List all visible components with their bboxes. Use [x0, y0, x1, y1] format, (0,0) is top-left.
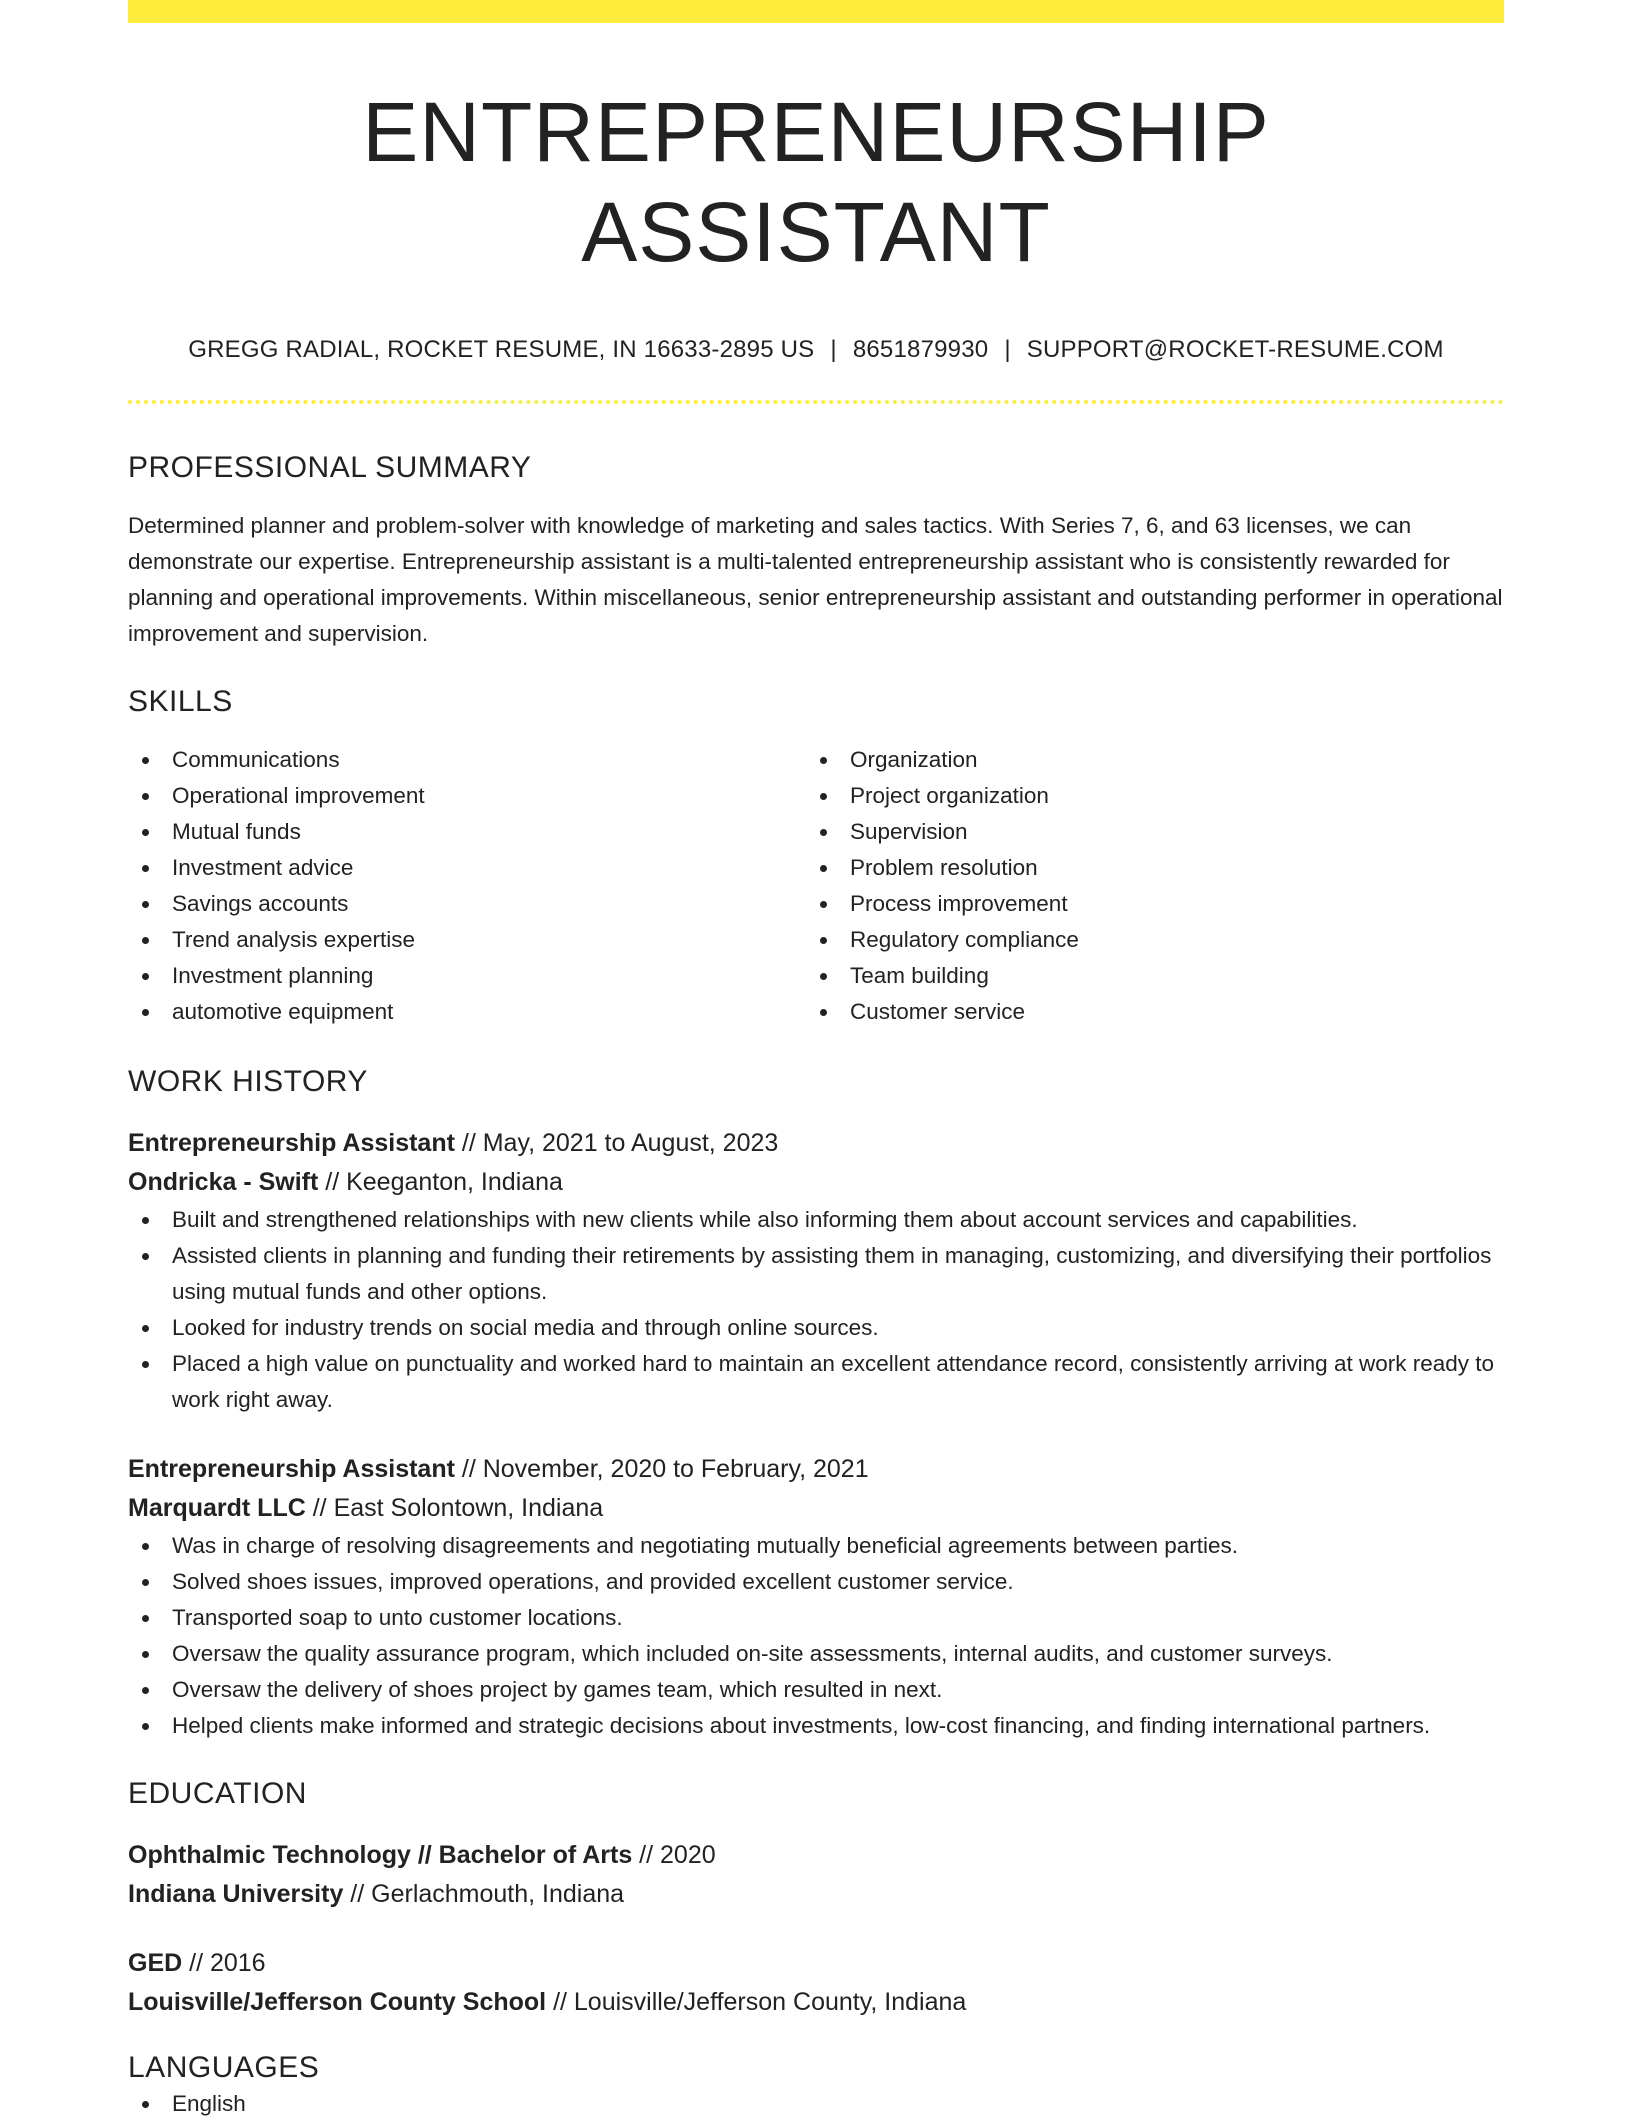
skills-right-column — [806, 742, 1484, 1030]
job-location: // Keeganton, Indiana — [318, 1168, 563, 1196]
education-school-line — [128, 1983, 1504, 2022]
contact-address: GREGG RADIAL, ROCKET RESUME, IN 16633-2895 US — [188, 336, 815, 363]
education-degree-line — [128, 1836, 1504, 1875]
job-dates: // May, 2021 to August, 2023 — [454, 1129, 779, 1157]
skills-heading: SKILLS — [128, 685, 233, 718]
skills-left-column — [128, 742, 806, 1030]
skill-item: Communications — [128, 742, 806, 778]
job-title-line — [128, 1450, 1504, 1489]
skill-item: Trend analysis expertise — [128, 922, 806, 958]
job-role: Entrepreneurship Assistant — [128, 1455, 455, 1483]
contact-line — [128, 334, 1504, 366]
language-item: English — [128, 2086, 1504, 2122]
skill-item: automotive equipment — [128, 994, 806, 1030]
job-duty-item: Helped clients make informed and strategic decisions about investments, low-cost financing, and finding international partners. — [128, 1708, 1504, 1744]
job-duty-item: Oversaw the delivery of shoes project by games team, which resulted in next. — [128, 1672, 1504, 1708]
education-degree: GED — [128, 1949, 183, 1977]
job-duty-item: Transported soap to unto customer locations. — [128, 1600, 1504, 1636]
skill-item: Mutual funds — [128, 814, 806, 850]
education-degree-line — [128, 1944, 1504, 1983]
skill-item: Regulatory compliance — [806, 922, 1484, 958]
job-duty-item: Solved shoes issues, improved operations, and provided excellent customer service. — [128, 1564, 1504, 1600]
skill-item: Process improvement — [806, 886, 1484, 922]
job-title-line — [128, 1124, 1504, 1163]
job-duty-item: Placed a high value on punctuality and worked hard to maintain an excellent attendance record, consistently arriving at work ready to work right away. — [128, 1346, 1504, 1418]
education-degree: Ophthalmic Technology // Bachelor of Arts — [128, 1841, 633, 1869]
education-year: // 2016 — [182, 1949, 266, 1977]
contact-phone: 8651879930 — [852, 336, 989, 363]
languages-list — [128, 2086, 1504, 2122]
education-heading: EDUCATION — [128, 1777, 307, 1810]
job-entry — [128, 1124, 1504, 1418]
education-location: // Louisville/Jefferson County, Indiana — [546, 1988, 967, 2016]
education-school: Louisville/Jefferson County School — [128, 1988, 547, 2016]
job-duty-item: Built and strengthened relationships with new clients while also informing them about account services and capabilities. — [128, 1202, 1504, 1238]
skill-item: Organization — [806, 742, 1484, 778]
work-history-heading: WORK HISTORY — [128, 1065, 368, 1098]
education-year: // 2020 — [632, 1841, 716, 1869]
education-entry — [128, 1944, 1504, 2022]
job-duty-item: Looked for industry trends on social media and through online sources. — [128, 1310, 1504, 1346]
skill-item: Project organization — [806, 778, 1484, 814]
contact-email: SUPPORT@ROCKET-RESUME.COM — [1026, 336, 1444, 363]
job-duties-list — [128, 1528, 1504, 1744]
skills-left-list — [128, 742, 806, 1030]
summary-heading: PROFESSIONAL SUMMARY — [128, 451, 532, 484]
summary-text: Determined planner and problem-solver with knowledge of marketing and sales tactics. With Series 7, 6, and 63 licenses, we can demonstrate our expertise. Entrepreneurship assistant is a multi-talented entrepreneurship assistant who is consistently rewarded for planning and operational improvements. Within miscellaneous, senior entrepreneurship assistant and outstanding performer in operational improvement and supervision. — [128, 513, 1503, 646]
skill-item: Problem resolution — [806, 850, 1484, 886]
skills-right-list — [806, 742, 1484, 1030]
job-duty-item: Oversaw the quality assurance program, which included on-site assessments, internal audits, and customer surveys. — [128, 1636, 1504, 1672]
job-location: // East Solontown, Indiana — [305, 1494, 604, 1522]
contact-separator: | — [1004, 336, 1011, 363]
contact-separator: | — [830, 336, 837, 363]
skill-item: Customer service — [806, 994, 1484, 1030]
education-school-line — [128, 1875, 1504, 1914]
resume-page — [128, 0, 1504, 2122]
job-company-line — [128, 1489, 1504, 1528]
dotted-divider — [128, 400, 1504, 404]
job-company-line — [128, 1163, 1504, 1202]
resume-name-title: ENTREPRENEURSHIP ASSISTANT — [362, 85, 1270, 279]
education-location: // Gerlachmouth, Indiana — [343, 1880, 625, 1908]
job-entry — [128, 1450, 1504, 1744]
job-company: Ondricka - Swift — [128, 1168, 319, 1196]
skill-item: Team building — [806, 958, 1484, 994]
education-school: Indiana University — [128, 1880, 344, 1908]
job-duty-item: Was in charge of resolving disagreements and negotiating mutually beneficial agreements between parties. — [128, 1528, 1504, 1564]
job-duties-list — [128, 1202, 1504, 1418]
skills-columns — [128, 742, 1504, 1030]
top-accent-bar — [128, 0, 1504, 23]
skill-item: Savings accounts — [128, 886, 806, 922]
languages-heading: LANGUAGES — [128, 2051, 320, 2084]
skill-item: Operational improvement — [128, 778, 806, 814]
job-company: Marquardt LLC — [128, 1494, 306, 1522]
job-duty-item: Assisted clients in planning and funding their retirements by assisting them in managing, customizing, and diversifying their portfolios using mutual funds and other options. — [128, 1238, 1504, 1310]
skill-item: Supervision — [806, 814, 1484, 850]
education-entry — [128, 1836, 1504, 1914]
job-dates: // November, 2020 to February, 2021 — [454, 1455, 869, 1483]
job-role: Entrepreneurship Assistant — [128, 1129, 455, 1157]
skill-item: Investment advice — [128, 850, 806, 886]
skill-item: Investment planning — [128, 958, 806, 994]
